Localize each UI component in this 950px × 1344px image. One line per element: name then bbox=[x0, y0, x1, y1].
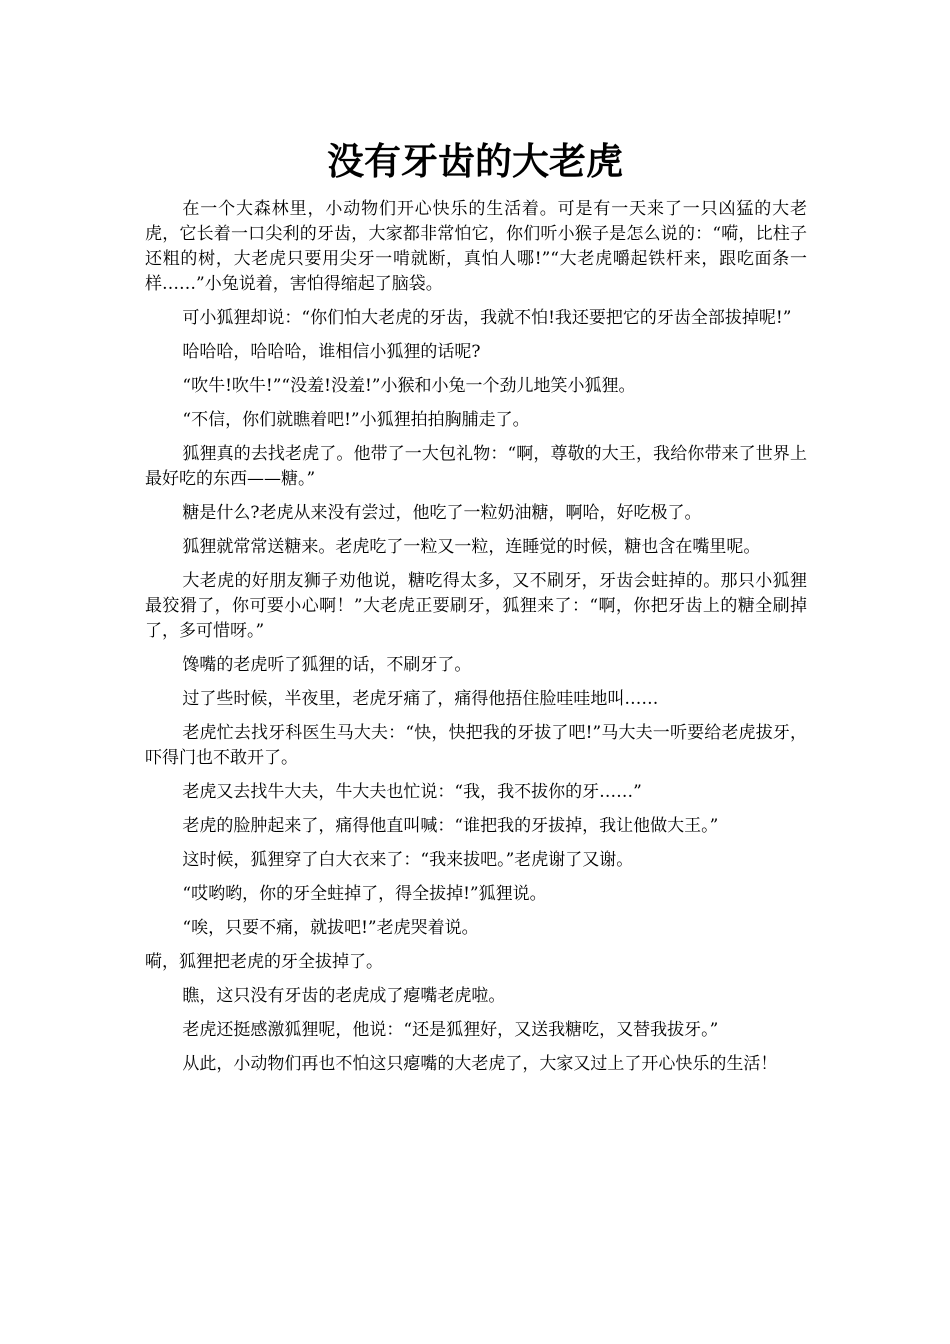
paragraph: 嗬，狐狸把老虎的牙全拔掉了。 bbox=[145, 952, 383, 972]
paragraph: 馋嘴的老虎听了狐狸的话，不刷牙了。 bbox=[182, 655, 472, 675]
paragraph: 瞧，这只没有牙齿的老虎成了瘪嘴老虎啦。 bbox=[182, 986, 506, 1006]
paragraph: 可小狐狸却说：“你们怕大老虎的牙齿，我就不怕!我还要把它的牙齿全部拔掉呢!” bbox=[182, 308, 792, 328]
paragraph: 老虎又去找牛大夫，牛大夫也忙说：“我，我不拔你的牙……” bbox=[182, 782, 642, 802]
paragraph: 从此，小动物们再也不怕这只瘪嘴的大老虎了，大家又过上了开心快乐的生活！ bbox=[182, 1054, 778, 1074]
paragraph: 狐狸就常常送糖来。老虎吃了一粒又一粒，连睡觉的时候，糖也含在嘴里呢。 bbox=[182, 537, 761, 557]
document-title: 没有牙齿的大老虎 bbox=[327, 139, 623, 183]
paragraph: 在一个大森林里，小动物们开心快乐的生活着。可是有一天来了一只凶猛的大老虎，它长着一口尖利的牙齿，大家都非常怕它，你们听小猴子是怎么说的：“嗬，比柱子还粗的树，大老虎只要用尖牙一啃就断，真怕人哪!”“大老虎嚼起铁杆来，跟吃面条一样……”小兔说着，害怕得缩起了脑袋。 bbox=[145, 199, 807, 294]
paragraph: 哈哈哈，哈哈哈，谁相信小狐狸的话呢? bbox=[182, 342, 481, 362]
paragraph: “吹牛!吹牛!”“没羞!没羞!”小猴和小兔一个劲儿地笑小狐狸。 bbox=[182, 376, 636, 396]
paragraph: 这时候，狐狸穿了白大衣来了：“我来拔吧。”老虎谢了又谢。 bbox=[182, 850, 634, 870]
paragraph: “不信，你们就瞧着吧!”小狐狸拍拍胸脯走了。 bbox=[182, 410, 530, 430]
paragraph: 老虎还挺感激狐狸呢，他说：“还是狐狸好，又送我糖吃，又替我拔牙。” bbox=[182, 1020, 719, 1040]
paragraph: 糖是什么?老虎从来没有尝过，他吃了一粒奶油糖，啊哈，好吃极了。 bbox=[182, 503, 702, 523]
paragraph: “唉，只要不痛，就拔吧!”老虎哭着说。 bbox=[182, 918, 479, 938]
paragraph: 过了些时候，半夜里，老虎牙痛了，痛得他捂住脸哇哇地叫…… bbox=[182, 689, 659, 709]
paragraph: “哎哟哟，你的牙全蛀掉了，得全拔掉!”狐狸说。 bbox=[182, 884, 547, 904]
paragraph: 大老虎的好朋友狮子劝他说，糖吃得太多，又不刷牙，牙齿会蛀掉的。那只小狐狸最狡猾了，你可要小心啊！”大老虎正要刷牙，狐狸来了：“啊，你把牙齿上的糖全刷掉了，多可惜呀。” bbox=[145, 571, 807, 641]
document-body bbox=[145, 197, 807, 1086]
paragraph: 老虎的脸肿起来了，痛得他直叫喊：“谁把我的牙拔掉，我让他做大王。” bbox=[182, 816, 719, 836]
paragraph: 狐狸真的去找老虎了。他带了一大包礼物：“啊，尊敬的大王，我给你带来了世界上最好吃的东西——糖。” bbox=[145, 444, 807, 489]
paragraph: 老虎忙去找牙科医生马大夫：“快，快把我的牙拔了吧!”马大夫一听要给老虎拔牙，吓得门也不敢开了。 bbox=[145, 723, 807, 768]
